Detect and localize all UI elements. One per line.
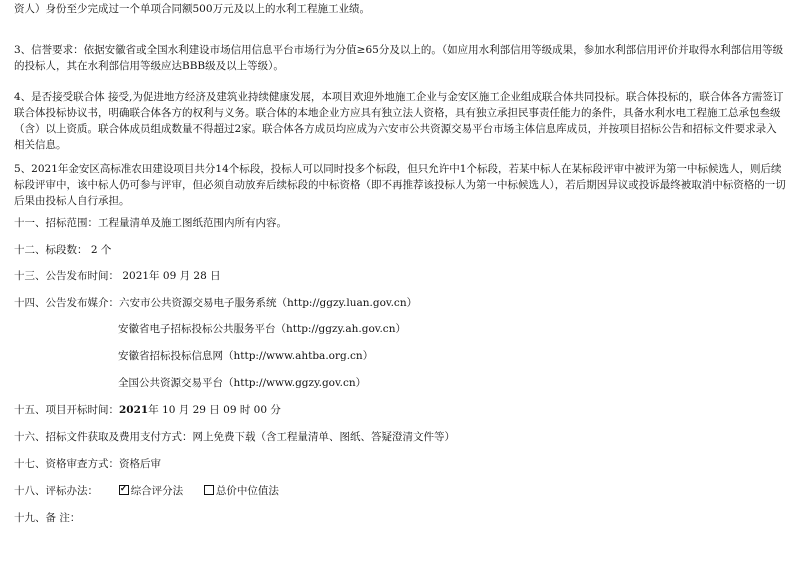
section-13-publish-date: 十三、公告发布时间： 2021年 09 月 28 日 bbox=[14, 270, 221, 282]
section-18-label: 十八、评标办法： bbox=[14, 485, 98, 497]
intro-line: 资人）身份至少完成过一个单项合同额500万元及以上的水利工程施工业绩。 bbox=[14, 3, 371, 15]
method-option-label: 总价中位值法 bbox=[215, 485, 279, 497]
section-17-qualification: 十七、资格审查方式：资格后审 bbox=[14, 458, 161, 470]
method-option-comprehensive bbox=[119, 485, 187, 497]
media-item-luan: 六安市公共资源交易电子服务系统（http://ggzy.luan.gov.cn） bbox=[119, 297, 418, 309]
section-14-media-row bbox=[14, 296, 417, 310]
media-item-ahtba: 安徽省招标投标信息网（http://www.ahtba.org.cn） bbox=[118, 350, 374, 362]
section-15-label: 十五、项目开标时间： bbox=[14, 404, 119, 416]
section-15-datetime: 年 10 月 29 日 09 时 00 分 bbox=[148, 404, 281, 416]
section-15-year: 2021 bbox=[119, 404, 149, 416]
media-item-ah-platform: 安徽省电子招标投标公共服务平台（http://ggzy.ah.gov.cn） bbox=[118, 323, 406, 335]
item-5-lot-rule: 5、2021年金安区高标准农田建设项目共分14个标段，投标人可以同时投多个标段，但只允许中1个标段，若某中标人在某标段评审中被评为第一中标候选人，则后续标段评审中，该中标人仍可参与评审，但必须自动放弃后续标段的中标资格（即不再推荐该投标人为第一中标候选人），若后期因异议或投诉最终被取消中标资格的一切后果由投标人自行承担。 bbox=[14, 163, 786, 207]
section-14-label: 十四、公告发布媒介： bbox=[14, 297, 119, 309]
section-18-evaluation bbox=[14, 484, 279, 498]
item-4-consortium: 4、是否接受联合体 接受,为促进地方经济及建筑业持续健康发展，本项目欢迎外地施工企业与金安区施工企业组成联合体共同投标。联合体投标的，联合体各方需签订联合体投标协议书，明确联合体各方的权利与义务。联合体的本地企业方应具有独立法人资格，具有独立承担民事责任能力的条件，具备水利水电工程施工总承包叁级（含）以上资质。联合体成员组成数量不得超过2家。联合体各方成员均应成为六安市公共资源交易平台市场主体信息库成员，并按项目招标公告和招标文件要求录入相关信息。 bbox=[14, 91, 784, 151]
media-item-national: 全国公共资源交易平台（http://www.ggzy.gov.cn） bbox=[118, 377, 367, 389]
method-option-median-price bbox=[204, 485, 279, 497]
section-15-opening-time bbox=[14, 403, 281, 417]
method-option-label: 综合评分法 bbox=[130, 485, 184, 497]
checkbox-checked-icon bbox=[119, 485, 129, 495]
section-19-remarks: 十九、备 注： bbox=[14, 512, 81, 524]
section-12-lot-count: 十二、标段数： 2 个 bbox=[14, 244, 112, 256]
section-11-scope: 十一、招标范围：工程量清单及施工图纸范围内所有内容。 bbox=[14, 217, 287, 229]
section-16-document-access: 十六、招标文件获取及费用支付方式：网上免费下载（含工程量清单、图纸、答疑澄清文件等） bbox=[14, 431, 455, 443]
checkbox-empty-icon bbox=[204, 485, 214, 495]
item-3-credit-requirement: 3、信誉要求：依据安徽省或全国水利建设市场信用信息平台市场行为分值≥65分及以上的。（如应用水利部信用等级成果，参加水利部信用评价并取得水利部信用等级的投标人，其在水利部信用等级应达BBB级及以上等级）。 bbox=[14, 44, 784, 72]
